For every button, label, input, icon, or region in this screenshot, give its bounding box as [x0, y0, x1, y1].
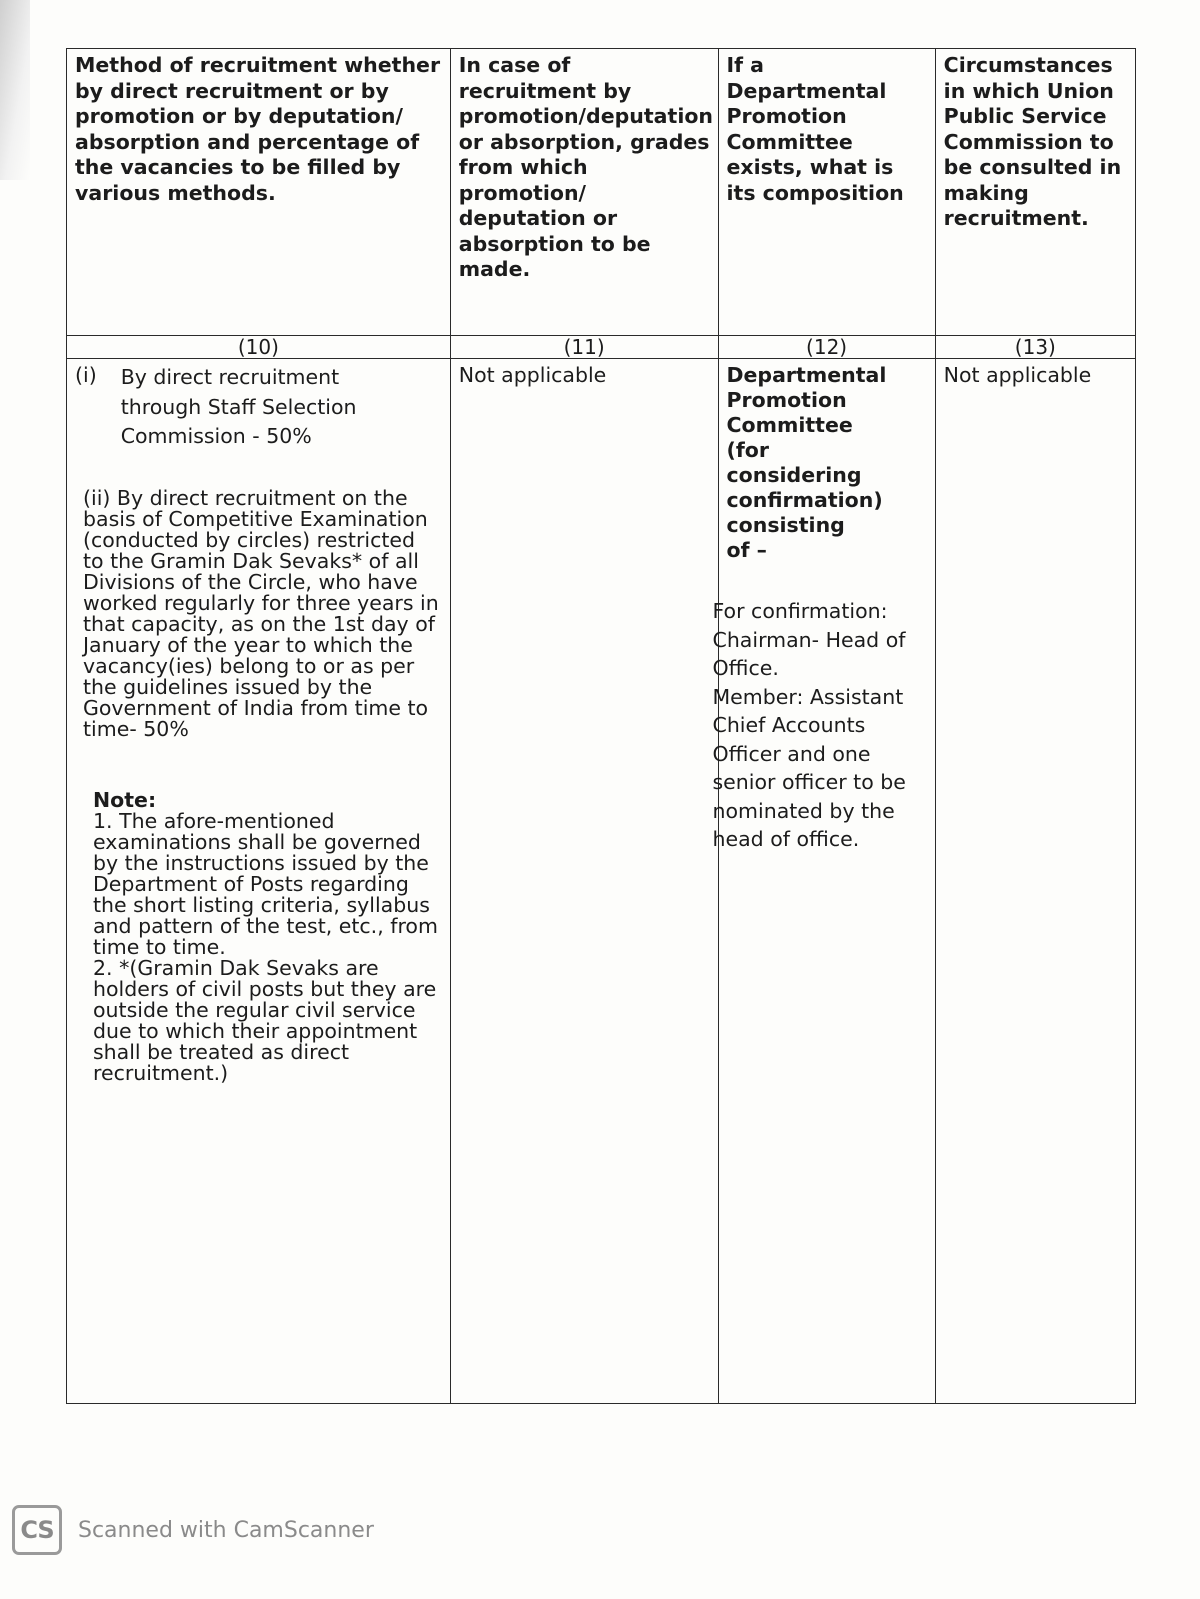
scanner-footer — [12, 1505, 374, 1555]
column-number-10: (10) — [67, 336, 451, 359]
scanner-watermark-text: Scanned with CamScanner — [78, 1517, 374, 1543]
note-block — [75, 787, 442, 1085]
chairman-line: Chairman- Head of Office. — [712, 627, 906, 680]
column-number-12: (12) — [718, 336, 935, 359]
confirmation-label: For confirmation: — [712, 599, 888, 623]
promotion-grades-cell: Not applicable — [450, 359, 718, 1404]
header-promotion-grades: In case of recruitment by promotion/deputation or absorption, grades from which promotion/ deputation or absorption to be made. — [450, 49, 718, 336]
dpc-composition-cell — [712, 359, 935, 1404]
header-upsc-consultation: Circumstances in which Union Public Service Commission to be consulted in making recruitment. — [935, 49, 1135, 336]
column-number-row — [67, 336, 1136, 359]
header-row — [67, 49, 1136, 336]
method-item-1 — [75, 363, 442, 452]
dpc-heading: Departmental Promotion Committee (for considering confirmation) consisting of – — [726, 363, 887, 562]
upsc-consultation-cell: Not applicable — [935, 359, 1135, 1404]
column-number-13: (13) — [935, 336, 1135, 359]
note-title: Note: — [93, 787, 157, 812]
item-1-label: (i) — [75, 363, 97, 387]
method-cell — [67, 359, 451, 1404]
item-1-text: By direct recruitment through Staff Selection Commission - 50% — [120, 365, 357, 448]
camscanner-logo: CS — [12, 1505, 62, 1555]
confirmation-block — [713, 597, 927, 854]
note-item-1: 1. The afore-mentioned examinations shall be governed by the instructions issued by the Department of Posts regarding the short listing criteria, syllabus and pattern of the test, etc., from time to time. — [93, 808, 438, 959]
content-row — [67, 359, 1136, 1404]
header-method-of-recruitment: Method of recruitment whether by direct recruitment or by promotion or by deputation/ absorption and percentage of the vacancies to be filled by various methods. — [67, 49, 451, 336]
page-edge-shadow — [0, 0, 30, 180]
note-item-2: 2. *(Gramin Dak Sevaks are holders of civil posts but they are outside the regular civil service due to which their appointment shall be treated as direct recruitment.) — [93, 955, 437, 1085]
method-item-2: (ii) By direct recruitment on the basis of Competitive Examination (conducted by circles) restricted to the Gramin Dak Sevaks* of all Divisions of the Circle, who have worked regularly for three years in that capacity, as on the 1st day of January of the year to which the vacancy(ies) belong to or as per the guidelines issued by the Government of India from time to time- 50% — [83, 485, 439, 741]
member-line: Member: Assistant Chief Accounts Officer and one senior officer to be nominated by the head of office. — [712, 684, 906, 851]
header-dpc-composition: If a Departmental Promotion Committee exists, what is its composition — [718, 49, 935, 336]
recruitment-rules-table — [66, 48, 1136, 1404]
column-number-11: (11) — [450, 336, 718, 359]
